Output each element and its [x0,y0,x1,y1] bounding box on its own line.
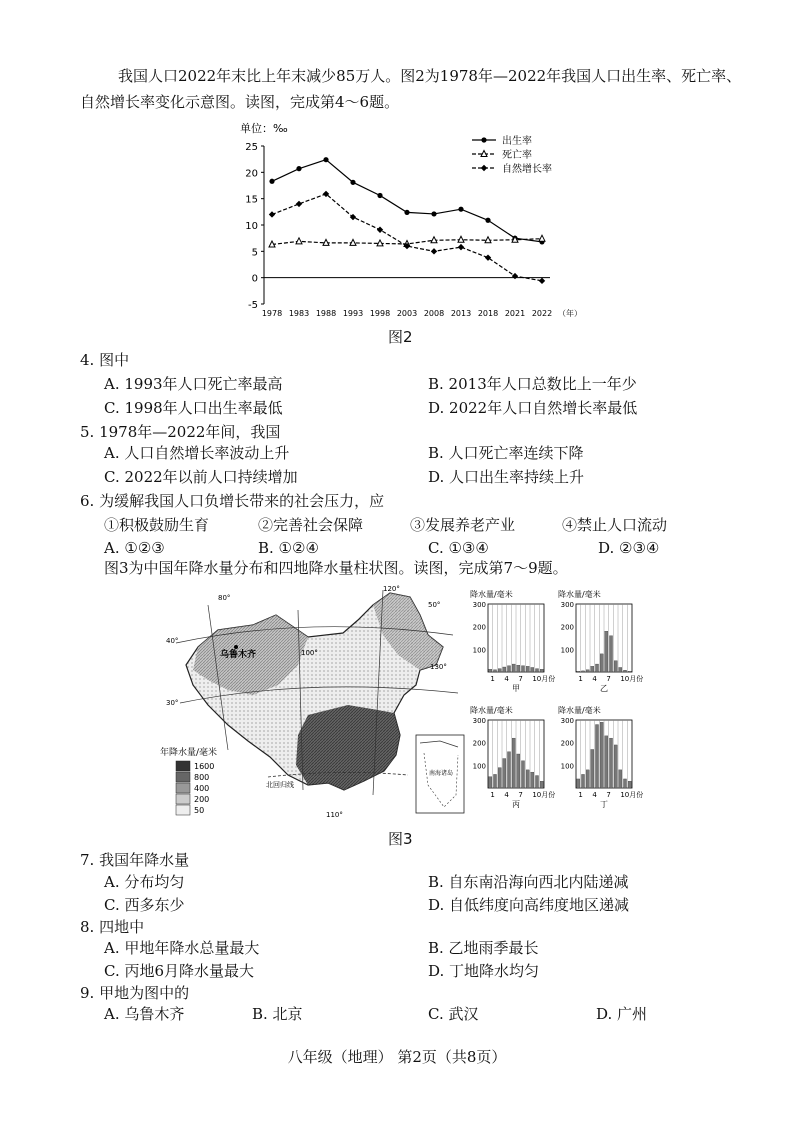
y-tick-label: 20 [245,168,258,180]
question-7-stem: 7. 我国年降水量 [80,851,190,869]
bar [535,776,538,788]
bar [577,671,580,672]
legend-marker [481,137,486,142]
bar [526,770,529,788]
data-point [377,227,383,233]
bar [507,752,510,788]
bar [577,779,580,788]
data-point [539,278,545,284]
chart-legend [472,134,552,175]
legend-marker [481,165,487,171]
x-tick-label: 1998 [369,309,391,318]
q4-option-d[interactable]: D. 2022年人口自然增长率最低 [428,399,638,417]
data-point [458,207,463,212]
y-tick-label: 15 [245,194,258,206]
q6-option-c[interactable]: C. ①③④ [428,539,489,557]
bar [503,667,506,672]
q6-item-2: ②完善社会保障 [258,516,364,534]
bar [540,781,543,788]
legend-label: 自然增长率 [502,164,552,175]
data-point [404,210,409,215]
lat-label: 30° [166,699,179,707]
q9-option-a[interactable]: A. 乌鲁木齐 [104,1005,185,1023]
figure-3-caption: 图3 [388,830,413,848]
map-legend [176,761,214,815]
bar-chart-ylabel: 降水量/毫米 [470,590,513,599]
bar-x-tick: 4 [504,675,509,683]
bar-y-tick: 100 [472,762,486,771]
data-point [269,211,275,217]
legend-swatch [176,772,190,782]
data-point [296,166,301,171]
chart-series [269,157,545,284]
question-8-stem: 8. 四地中 [80,918,145,936]
bar [609,636,612,672]
bar [605,631,608,672]
bar-chart-ylabel: 降水量/毫米 [470,706,513,715]
bar [619,667,622,672]
y-tick-label: 10 [245,221,258,232]
bar [628,781,631,788]
question-6-stem: 6. 为缓解我国人口负增长带来的社会压力，应 [80,492,385,510]
data-point [431,211,436,216]
bar [531,772,534,788]
data-point [377,193,382,198]
bar [540,669,543,672]
q6-item-4: ④禁止人口流动 [562,516,668,534]
q4-option-a[interactable]: A. 1993年人口死亡率最高 [104,375,283,393]
data-point [485,218,490,223]
x-tick-label: 1983 [288,309,310,318]
lat-label: 50° [428,601,441,609]
bar [591,749,594,788]
x-tick-label: 1978 [261,309,283,318]
legend-value: 800 [194,773,210,782]
q5-option-b[interactable]: B. 人口死亡率连续下降 [428,444,584,462]
bar [595,664,598,672]
bar-y-tick: 300 [472,601,486,609]
figure-2-line-chart [228,118,588,318]
lat-label: 40° [166,637,179,645]
bar-x-tick: 4 [504,791,509,799]
legend-value: 50 [194,806,205,815]
bar-y-tick: 100 [472,646,486,655]
q8-option-d[interactable]: D. 丁地降水均匀 [428,962,540,980]
bar [605,736,608,788]
bar-y-tick: 300 [472,717,486,725]
city-marker [234,645,238,649]
q7-option-d[interactable]: D. 自低纬度向高纬度地区递减 [428,896,630,914]
x-tick-label: 2003 [396,309,418,318]
bar [521,666,524,672]
bar [517,754,520,788]
map-legend-title: 年降水量/毫米 [160,748,218,758]
legend-swatch [176,794,190,804]
bar-x-tick: 10月份 [532,791,556,799]
bar [531,667,534,672]
legend-value: 1600 [194,762,215,771]
data-point [296,238,302,244]
lon-label: 120° [383,585,400,593]
question-9-stem: 9. 甲地为图中的 [80,984,190,1002]
page-footer: 八年级（地理） 第2页（共8页） [287,1048,507,1066]
legend-value: 400 [194,784,210,793]
x-tick-label: 2021 [504,309,526,318]
legend-swatch [176,761,190,771]
tropic-label: 北回归线 [266,781,294,789]
data-point [269,179,274,184]
bar-chart-ylabel: 降水量/毫米 [558,706,601,715]
y-tick-label: 5 [251,247,258,259]
intro-line-2: 自然增长率变化示意图。读图，完成第4～6题。 [80,93,400,111]
lon-label: 80° [218,594,231,602]
q5-option-d[interactable]: D. 人口出生率持续上升 [428,468,585,486]
x-tick-label: 2022 [531,309,553,318]
bar [521,761,524,788]
q5-option-c[interactable]: C. 2022年以前人口持续增加 [104,468,298,486]
y-tick-label: 0 [251,273,258,285]
intro-figure-3: 图3为中国年降水量分布和四地降水量柱状图。读图，完成第7～9题。 [104,559,568,577]
bar [600,722,603,788]
bar-y-tick: 200 [560,739,574,748]
lon-label: 100° [301,649,318,657]
bar [591,666,594,672]
bar [623,670,626,672]
southeast-wet-region [296,705,400,790]
bar [614,661,617,672]
series-line-3 [272,194,542,281]
legend-label: 死亡率 [502,150,532,161]
bar [586,770,589,788]
bar-y-tick: 200 [472,739,486,748]
q9-option-c[interactable]: C. 武汉 [428,1005,479,1023]
bar [489,777,492,788]
question-5-stem: 5. 1978年—2022年间，我国 [80,423,281,441]
inset-label: 南海诸岛 [429,770,454,777]
bar-x-tick: 7 [518,675,523,683]
q7-option-a[interactable]: A. 分布均匀 [104,873,185,891]
x-tick-label: 2008 [423,309,445,318]
bar-y-tick: 200 [472,623,486,632]
bar [595,725,598,788]
bar [581,671,584,672]
question-4-stem: 4. 图中 [80,351,130,369]
bar-x-tick: 4 [592,791,597,799]
bar [503,759,506,788]
bar-y-tick: 100 [560,762,574,771]
data-point [350,180,355,185]
bar-chart-甲 [470,589,555,693]
bar [535,669,538,672]
q7-option-b[interactable]: B. 自东南沿海向西北内陆递减 [428,873,629,891]
q6-option-d[interactable]: D. ②③④ [598,539,660,557]
bar [581,774,584,788]
bar-chart-name: 丙 [512,800,520,809]
x-axis-unit-label: （年） [558,309,582,318]
data-point [323,157,328,162]
x-tick-label: 1993 [342,309,364,318]
q6-option-b[interactable]: B. ①②④ [258,539,319,557]
intro-line-1: 我国人口2022年末比上年末减少85万人。图2为1978年—2022年我国人口出生率、死亡率、 [118,67,742,85]
bar-x-tick: 10月份 [620,791,644,799]
bar [512,738,515,788]
bar-x-tick: 4 [592,675,597,683]
legend-swatch [176,783,190,793]
q7-option-c[interactable]: C. 西多东少 [104,896,185,914]
bar-x-tick: 7 [518,791,523,799]
q6-option-a[interactable]: A. ①②③ [104,539,165,557]
y-axis-unit-label: 单位：‰ [240,122,288,135]
bar-chart-name: 甲 [512,684,520,693]
q9-option-d[interactable]: D. 广州 [596,1005,648,1023]
bar-chart-name: 丁 [600,800,608,809]
bar-chart-ylabel: 降水量/毫米 [558,590,601,599]
bar-y-tick: 200 [560,623,574,632]
lon-label: 130° [430,663,447,671]
city-label: 乌鲁木齐 [220,650,257,660]
q8-option-c[interactable]: C. 丙地6月降水量最大 [104,962,255,980]
lon-label: 110° [326,811,343,819]
bar-chart-丙 [470,705,555,809]
x-tick-label: 2013 [450,309,472,318]
china-precipitation-map [158,585,468,820]
bar [619,770,622,788]
precipitation-bar-charts [468,588,644,820]
bar [614,745,617,788]
bar-y-tick: 300 [560,601,574,609]
bar-chart-丁 [558,705,643,809]
bar-y-tick: 300 [560,717,574,725]
q9-option-b[interactable]: B. 北京 [252,1005,303,1023]
bar [493,670,496,672]
legend-swatch [176,805,190,815]
bar-x-tick: 1 [490,675,495,683]
bar [507,666,510,672]
bar [512,664,515,672]
bar-x-tick: 10月份 [620,675,644,683]
figure-2-caption: 图2 [388,328,413,346]
x-tick-label: 1988 [315,309,337,318]
data-point [539,235,545,241]
x-tick-label: 2018 [477,309,499,318]
q8-option-a[interactable]: A. 甲地年降水总量最大 [104,939,260,957]
y-tick-label: 25 [245,142,258,153]
bar [600,654,603,672]
data-point [512,273,518,279]
data-point [431,248,437,254]
bar [517,665,520,672]
bar [623,779,626,788]
bar-x-tick: 1 [578,675,583,683]
bar-x-tick: 1 [578,791,583,799]
q6-item-1: ①积极鼓励生育 [104,516,210,534]
bar [609,738,612,788]
y-tick-label: -5 [248,300,258,311]
data-point [458,244,464,250]
bar-x-tick: 7 [606,675,611,683]
bar-x-tick: 1 [490,791,495,799]
bar [493,774,496,788]
bar [498,669,501,672]
bar-y-tick: 100 [560,646,574,655]
q5-option-a[interactable]: A. 人口自然增长率波动上升 [104,444,290,462]
bar [489,669,492,672]
q8-option-b[interactable]: B. 乙地雨季最长 [428,939,539,957]
legend-value: 200 [194,795,210,804]
q6-item-3: ③发展养老产业 [410,516,516,534]
q4-option-b[interactable]: B. 2013年人口总数比上一年少 [428,375,637,393]
q4-option-c[interactable]: C. 1998年人口出生率最低 [104,399,283,417]
bar [526,666,529,672]
bar-chart-乙 [558,589,643,693]
bar-chart-name: 乙 [600,684,608,693]
bar-x-tick: 10月份 [532,675,556,683]
bar-x-tick: 7 [606,791,611,799]
bar [498,768,501,788]
data-point [296,201,302,207]
bar [628,671,631,672]
legend-label: 出生率 [502,136,532,147]
bar [586,670,589,672]
